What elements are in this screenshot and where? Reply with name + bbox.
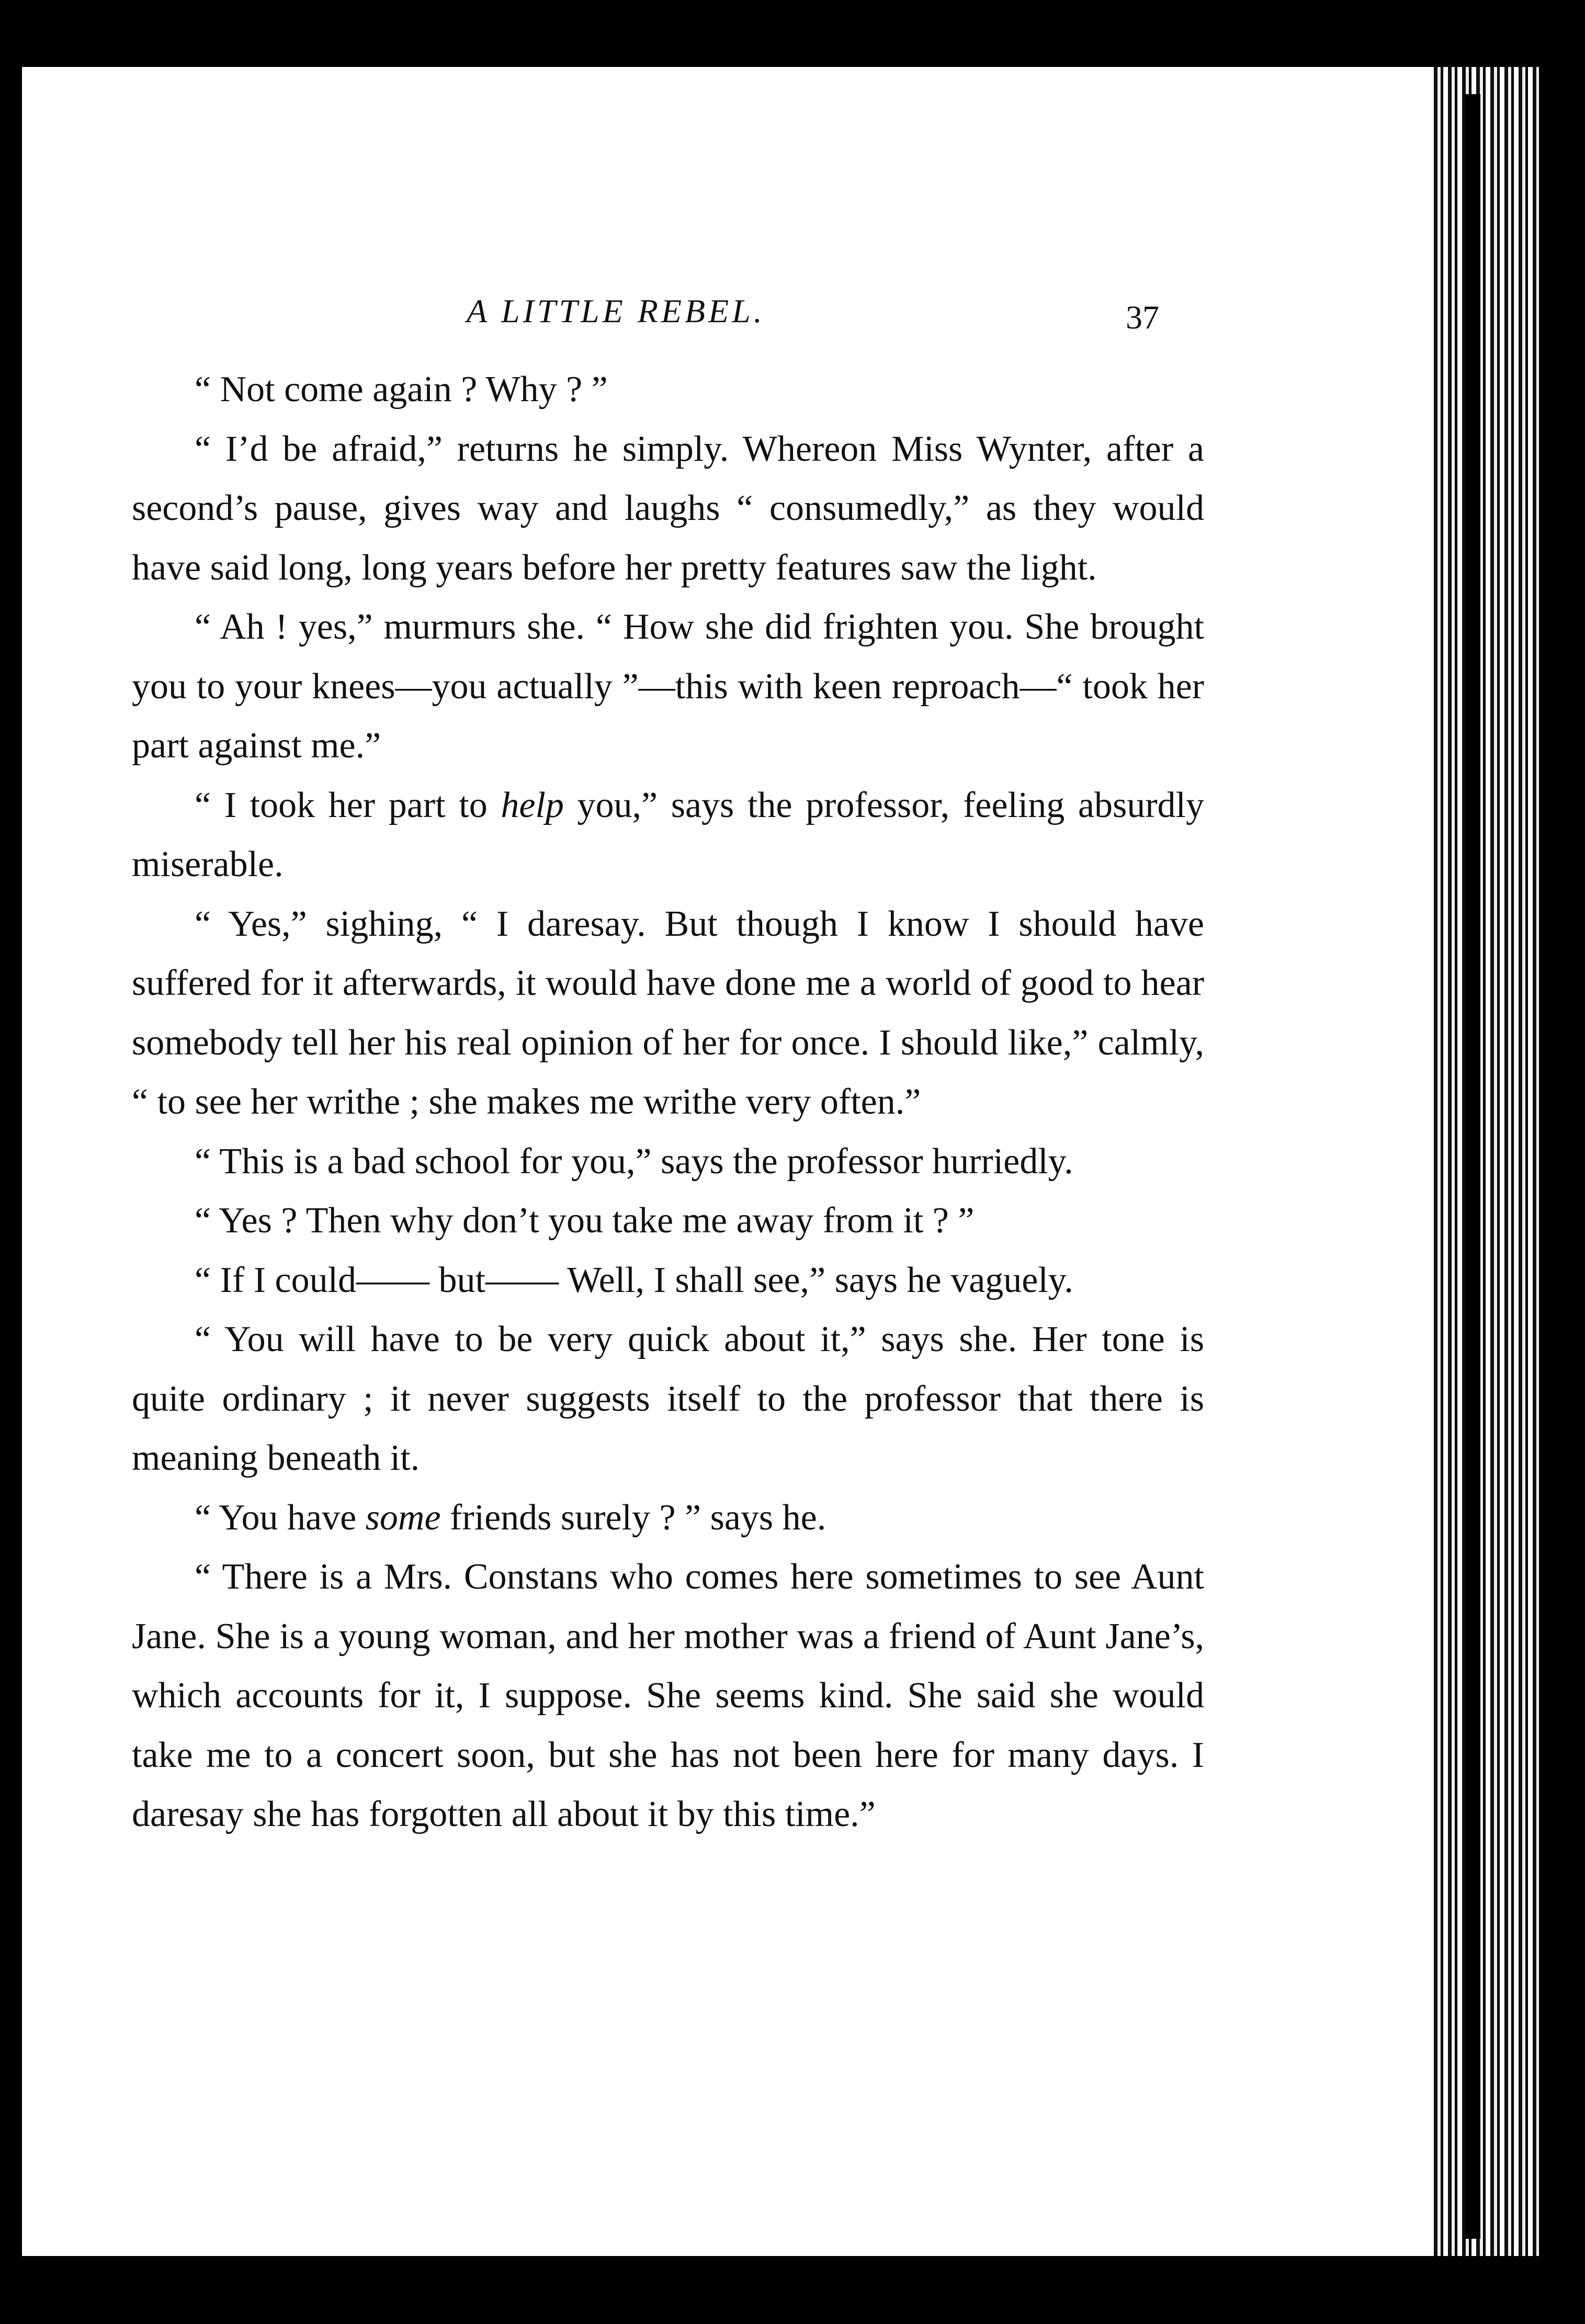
- paragraph: “ You will have to be very quick about it,” says she. Her tone is quite ordinary ; it never suggests itself to the professor that there is meaning beneath it.: [132, 1319, 1204, 1478]
- book-page: [22, 67, 1429, 2256]
- paragraph: “ Yes,” sighing, “ I daresay. But though I know I should have suffered for it afterwards, it would have done me a world of good to hear somebody tell her his real opinion of her for once. I should like,” calmly, “ to see her writhe ; she makes me writhe very often.”: [132, 903, 1204, 1122]
- paragraph-text: friends surely ? ” says he.: [440, 1497, 827, 1538]
- book-spine-shadow: [1465, 94, 1480, 2239]
- page-number: 37: [1126, 299, 1159, 336]
- paragraph-text: “ You have: [195, 1497, 366, 1538]
- paragraph: “ Yes ? Then why don’t you take me away from it ? ”: [195, 1200, 975, 1241]
- paragraph: “ If I could—— but—— Well, I shall see,” says he vaguely.: [195, 1260, 1073, 1300]
- book-page-edges: [1429, 67, 1539, 2256]
- paragraph: “ Ah ! yes,” murmurs she. “ How she did frighten you. She brought you to your knees—you actually ”—this with keen reproach—“ took her part against me.”: [132, 607, 1204, 766]
- body-text: [132, 360, 1204, 1844]
- page-header: [22, 292, 1429, 339]
- paragraph-text: you,” says the professor, feeling absurdly miserable.: [132, 785, 1204, 885]
- emphasis: some: [365, 1497, 441, 1538]
- paragraph: “ There is a Mrs. Constans who comes here sometimes to see Aunt Jane. She is a young woman, and her mother was a friend of Aunt Jane’s, which accounts for it, I suppose. She seems kind. She said she would take me to a concert soon, but she has not been here for many days. I daresay she has forgotten all about it by this time.”: [132, 1557, 1204, 1834]
- paragraph: “ Not come again ? Why ? ”: [195, 369, 608, 410]
- paragraph: “ This is a bad school for you,” says the professor hurriedly.: [195, 1141, 1073, 1182]
- paragraph-text: “ I took her part to: [195, 785, 501, 825]
- paragraph: [132, 1488, 1204, 1548]
- paragraph: [132, 776, 1204, 894]
- paragraph: “ I’d be afraid,” returns he simply. Whereon Miss Wynter, after a second’s pause, gives way and laughs “ consumedly,” as they would have said long, long years before her pretty features saw the light.: [132, 428, 1204, 588]
- running-title: A LITTLE REBEL.: [467, 292, 765, 330]
- emphasis: help: [501, 785, 564, 825]
